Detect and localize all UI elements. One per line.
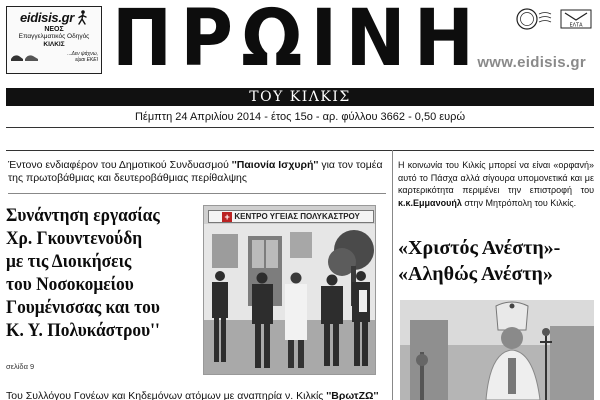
health-center-photo: [203, 205, 376, 375]
bottom-article-teaser: [6, 390, 396, 400]
postal-text: ΕΛΤΑ: [569, 22, 583, 29]
ad-line-guide: Επαγγελματικός Οδηγός: [18, 33, 90, 40]
headline-line: «Χριστός Ανέστη»-: [398, 237, 561, 259]
headline-line: «Αληθώς Ανέστη»: [398, 263, 553, 285]
ad-note: [67, 51, 98, 63]
headline-line: Χρ. Γκουντενούδη: [6, 229, 143, 249]
ad-note-line-1: ...Δεν ψάχνω,: [67, 51, 98, 57]
headline-line: του Νοσοκομείου: [6, 275, 134, 295]
masthead-letter: Π: [112, 0, 181, 84]
masthead-subtitle: ΤΟΥ ΚΙΛΚΙΣ: [6, 88, 594, 106]
teaser-highlight: ''Παιονία Ισχυρή'': [231, 159, 319, 171]
page-reference: σελίδα 9: [6, 362, 35, 371]
article-teaser: [8, 159, 386, 185]
masthead-letter: Ν: [345, 0, 414, 84]
divider: [6, 150, 594, 151]
website-url: www.eidisis.gr: [477, 54, 586, 71]
headline-line: Κ. Υ. Πολυκάστρου'': [6, 321, 160, 341]
ad-line-new: ΝΕΟΣ: [44, 26, 64, 33]
headline-hospital-meeting: [6, 205, 185, 343]
intro-text: Η κοινωνία του Κιλκίς μπορεί να είναι «ορφανή» αυτό το Πάσχα αλλά σίγουρα υπομονετικά και με καρτερικότητα περιμένει την επιστροφή του: [398, 160, 594, 196]
issue-info: Πέμπτη 24 Απριλίου 2014 - έτος 15ο - αρ. φύλλου 3662 - 0,50 ευρώ: [134, 111, 466, 123]
health-center-sign: [208, 210, 374, 223]
walking-figure-icon: [76, 10, 88, 25]
teaser-text: Έντονο ενδιαφέρον του Δημοτικού Συνδυασμού: [8, 159, 229, 171]
easter-article-intro: [398, 159, 594, 209]
ad-line-city: ΚΙΛΚΙΣ: [43, 41, 65, 48]
postal-stamps: [515, 7, 595, 31]
teaser-text: για τον τομέα της πρωτοβάθμιας και δευτεροβάθμιας περίθαλψης: [8, 159, 383, 184]
advertisement-box: [6, 6, 102, 74]
divider: [6, 127, 594, 128]
bottom-text: Του Συλλόγου Γονέων και Κηδεμόνων ατόμων με αναπηρία ν. Κιλκίς: [6, 390, 324, 400]
masthead-letter: Η: [413, 0, 483, 84]
sign-text: ΚΕΝΤΡΟ ΥΓΕΙΑΣ ΠΟΛΥΚΑΣΤΡΟΥ: [234, 212, 360, 221]
ad-note-line-2: είμαι ΕΚΕΙ: [75, 57, 98, 63]
headline-easter: [398, 235, 596, 287]
ad-logo-text: eidisis.gr: [19, 9, 75, 25]
masthead-letter: Ω: [241, 0, 311, 84]
photo-scene: [400, 300, 594, 400]
divider: [8, 193, 386, 194]
shoes-icon: [10, 51, 40, 63]
red-cross-icon: +: [222, 212, 232, 222]
headline-line: Γουμένισσας και του: [6, 298, 160, 318]
headline-line: Συνάντηση εργασίας: [6, 206, 160, 226]
intro-highlight: κ.κ.Εμμανουήλ: [398, 197, 462, 208]
postage-stamp-icon: [517, 9, 551, 29]
masthead-letter: Ι: [310, 0, 346, 84]
headline-line: με τις Διοικήσεις: [6, 252, 132, 272]
masthead-title: [112, 0, 483, 84]
photo-scene: [204, 206, 376, 375]
bottom-highlight: ''ΒρωτΖΩ'': [326, 390, 379, 400]
easter-service-photo: [400, 300, 594, 400]
postal-logo-icon: [561, 10, 591, 29]
masthead-letter: Ρ: [180, 0, 242, 84]
column-divider: [392, 150, 393, 400]
ad-logo: [10, 9, 98, 25]
intro-text: στην Μητρόπολη του Κιλκίς.: [464, 197, 577, 208]
